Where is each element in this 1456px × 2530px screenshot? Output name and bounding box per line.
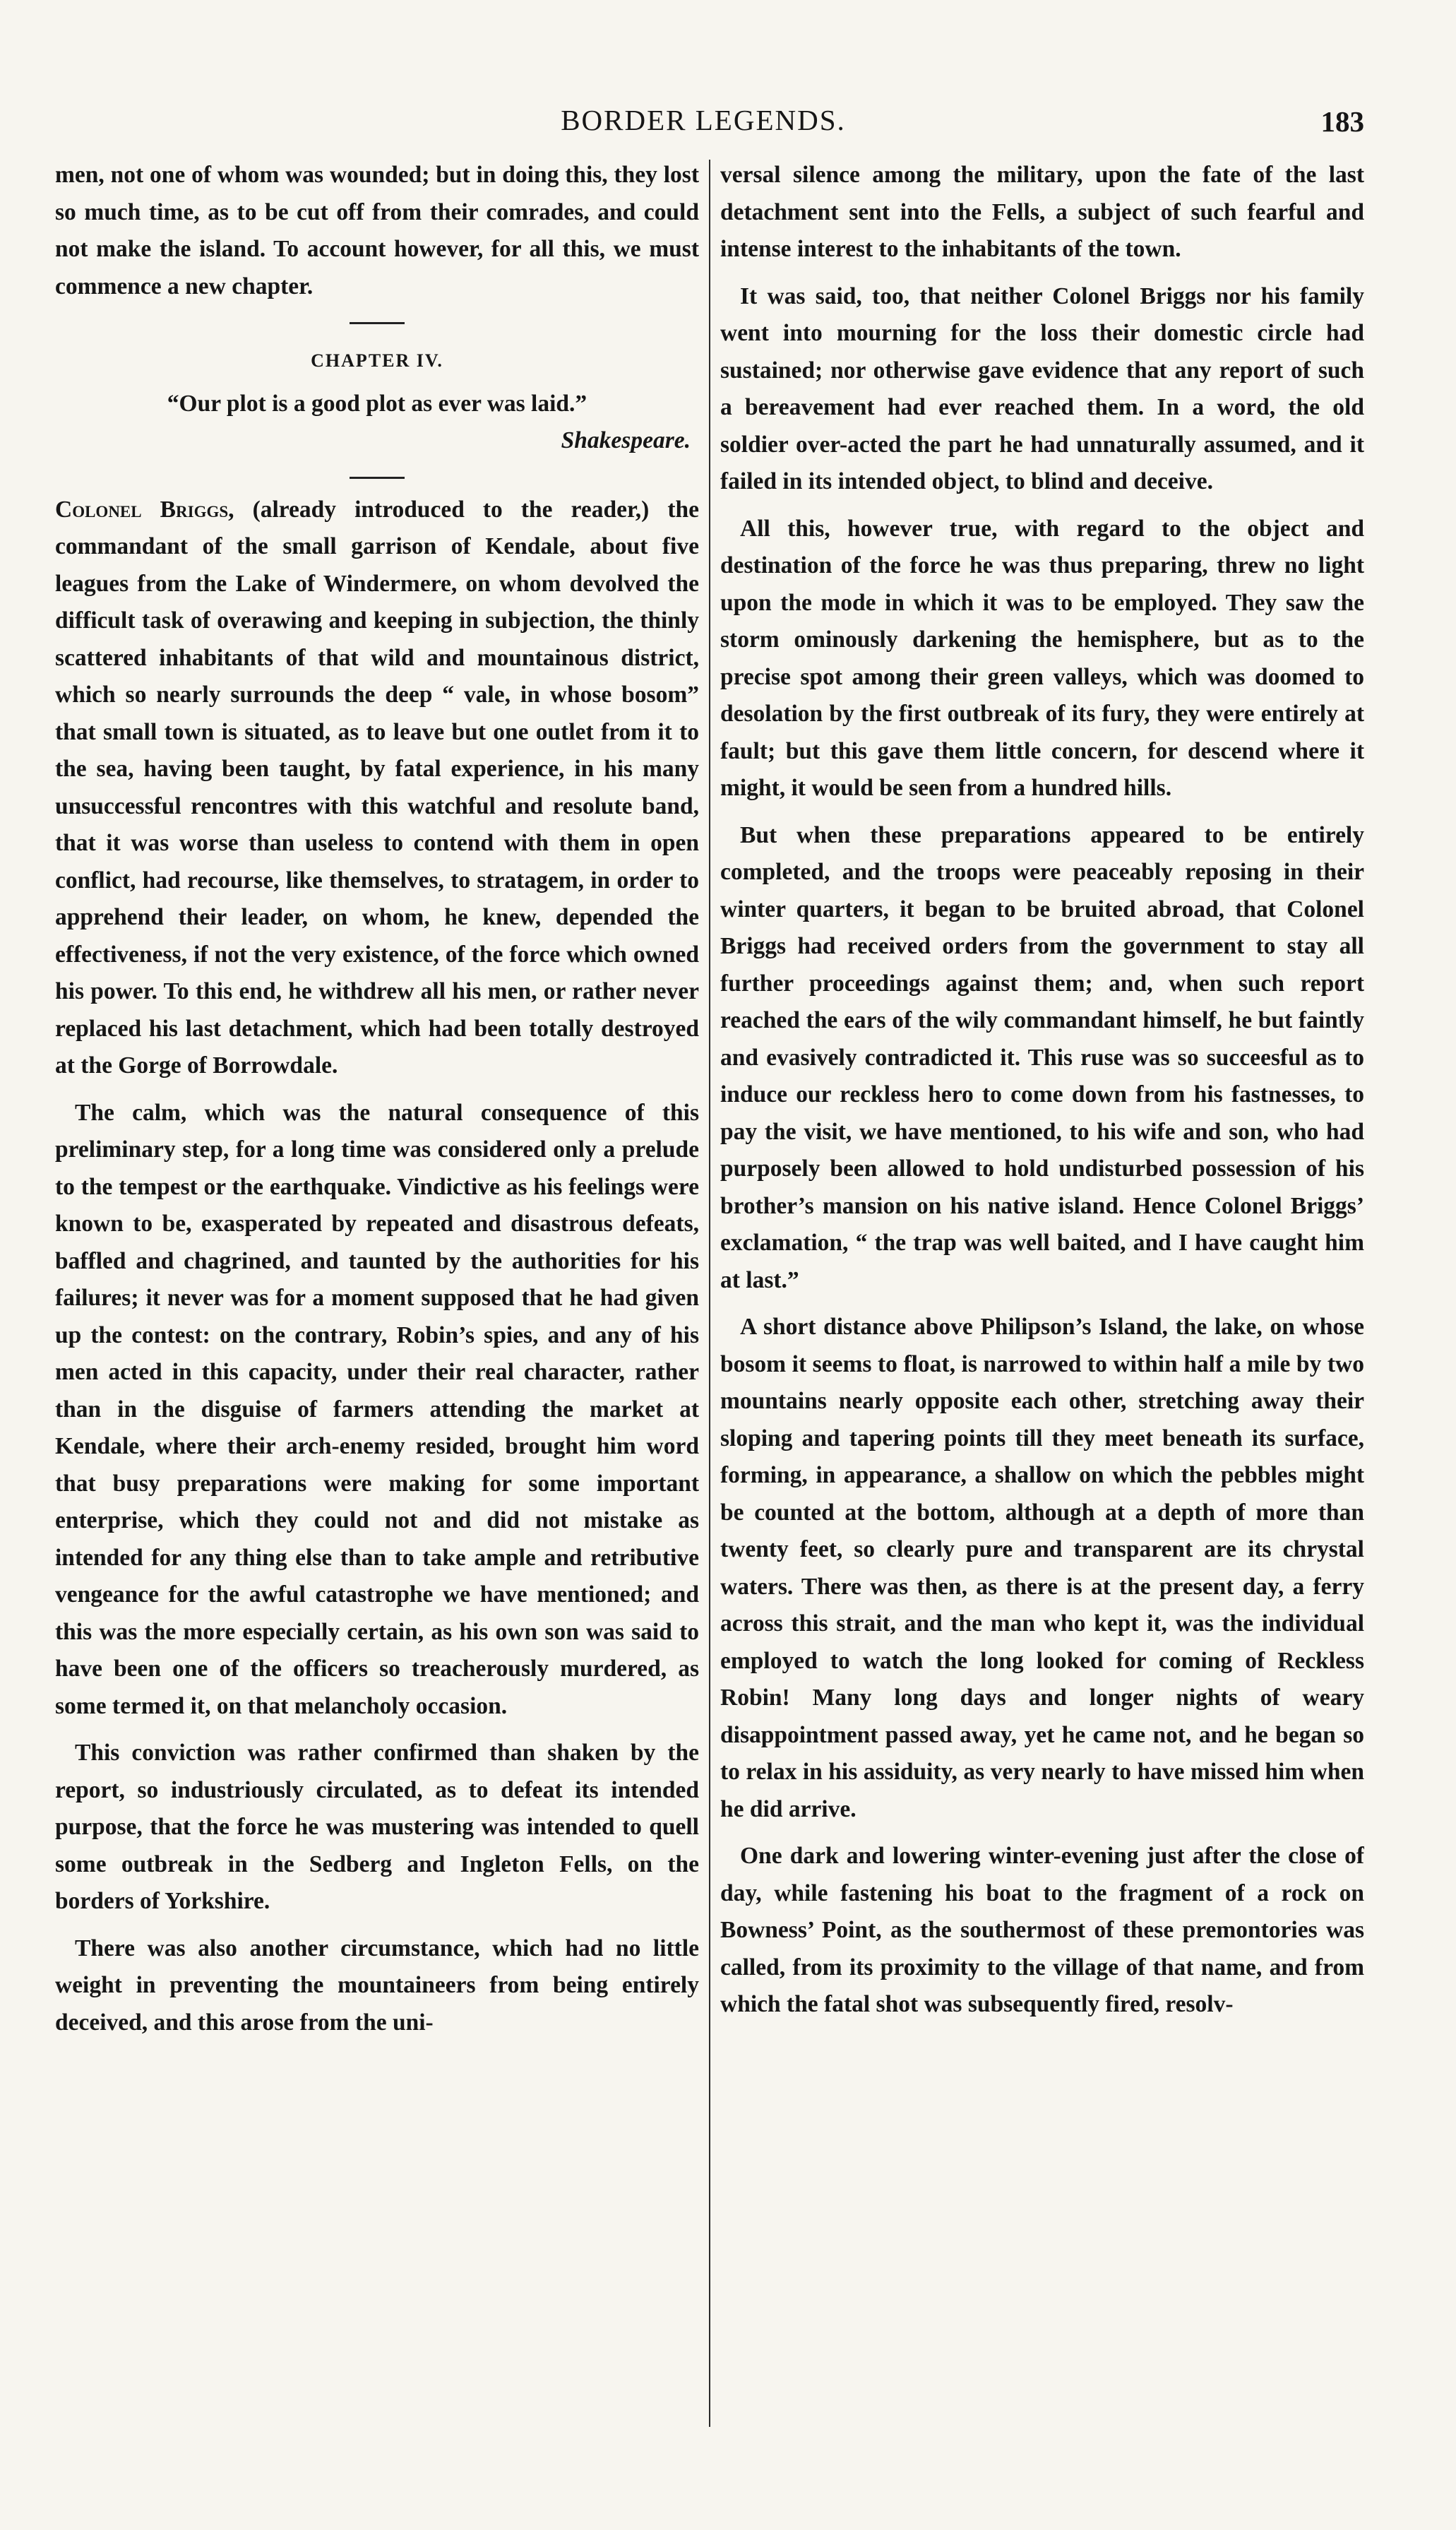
paragraph-lead: Colonel Briggs, [55, 496, 234, 523]
right-column [720, 157, 1364, 2445]
paragraph: A short distance above Philipson’s Island, the lake, on whose bosom it seems to float, is narrowed to within half a mile by two mountains nearly opposite each other, stretching away their sloping and tapering points till they meet beneath its surface, forming, in appearance, a shallow on which the pebbles might be counted at the bottom, although at a depth of more than twenty feet, so clearly pure and transparent are its chrystal waters. There was then, as there is at the present day, a ferry across this strait, and the man who kept it, was the individual employed to watch the long looked for coming of Reckless Robin! Many long days and longer nights of weary disappointment passed away, yet he came not, and he began so to relax in his assiduity, as very nearly to have missed him when he did arrive. [720, 1314, 1364, 1822]
left-column [55, 157, 699, 2445]
paragraph: But when these preparations appeared to be entirely completed, and the troops were peaceably reposing in their winter quarters, it began to be bruited abroad, that Colonel Briggs had received orders from the government to stay all further proceedings against them; and, when such report reached the ears of the wily commandant himself, he but faintly and evasively contradicted it. This ruse was so succeesful as to induce our reckless hero to come down from his fastnesses, to pay the visit, we have mentioned, to his wife and son, who had purposely been allowed to hold undisturbed possession of his brother’s mansion on his native island. Hence Colonel Briggs’ exclamation, “ the trap was well baited, and I have caught him at last.” [720, 821, 1364, 1293]
paragraph-body: (already introduced to the reader,) the commandant of the small garrison of Kendale, about five leagues from the Lake of Windermere, on whom devolved the difficult task of overawing and keeping in subjection, the thinly scattered inhabitants of that wild and mountainous district, which so nearly surrounds the deep “ vale, in whose bosom” that small town is situated, as to leave but one outlet from it to the sea, having been taught, by fatal experience, in his many unsuccessful rencontres with this watchful and resolute band, that it was worse than useless to contend with them in open conflict, had recourse, like themselves, to stratagem, in order to apprehend their leader, on whom, he knew, depended the effectiveness, if not the very existence, of the force which owned his power. To this end, he withdrew all his men, or rather never replaced his last detachment, which had been totally destroyed at the Gorge of Borrowdale. [55, 496, 699, 1079]
running-title: BORDER LEGENDS. [561, 104, 846, 136]
column-divider [709, 160, 710, 2427]
paragraph: There was also another circumstance, which had no little weight in preventing the mountaineers from being entirely deceived, and this arose from the uni- [55, 1935, 699, 2036]
paragraph: versal silence among the military, upon the fate of the last detachment sent into the Fells, a subject of such fearful and intense interest to the inhabitants of the town. [720, 162, 1364, 262]
paragraph: All this, however true, with regard to the object and destination of the force he was thus preparing, threw no light upon the mode in which it was to be employed. They saw the storm ominously darkening the hemisphere, but as to the precise spot among their green valleys, which was doomed to desolation by the first outbreak of its fury, they were entirely at fault; but this gave them little concern, for descend where it might, it would be seen from a hundred hills. [720, 515, 1364, 801]
paragraph [55, 492, 699, 1085]
paragraph: One dark and lowering winter-evening just after the close of day, while fastening his boat to the fragment of a rock on Bowness’ Point, as the southermost of these premontories was called, from its proximity to the village of that name, and from which the fatal shot was subsequently fired, resolv- [720, 1843, 1364, 2017]
epigraph-attribution: Shakespeare. [561, 427, 691, 453]
paragraph: men, not one of whom was wounded; but in doing this, they lost so much time, as to be cut off from their comrades, and could not make the island. To account however, for all this, we must commence a new chapter. [55, 162, 699, 299]
page-number: 183 [1320, 105, 1364, 138]
running-head [42, 100, 1364, 143]
chapter-heading: CHAPTER IV. [311, 350, 443, 371]
epigraph-quote: “Our plot is a good plot as ever was laid.” [167, 390, 587, 417]
paragraph: This conviction was rather confirmed than shaken by the report, so industriously circulated, as to defeat its intended purpose, that the force he was mustering was intended to quell some outbreak in the Sedberg and Ingleton Fells, on the borders of Yorkshire. [55, 1740, 699, 1914]
section-rule [350, 322, 405, 324]
paragraph: The calm, which was the natural consequence of this preliminary step, for a long time was considered only a prelude to the tempest or the earthquake. Vindictive as his feelings were known to be, exasperated by repeated and disastrous defeats, baffled and chagrined, and taunted by the authorities for his failures; it never was for a moment supposed that he had given up the contest: on the contrary, Robin’s spies, and any of his men acted in this capacity, under their real character, rather than in the disguise of farmers attending the market at Kendale, where their arch-enemy resided, brought him word that busy preparations were making for some important enterprise, which they could not and did not mistake as intended for any thing else than to take ample and retributive vengeance for the awful catastrophe we have mentioned; and this was the more especially certain, as his own son was said to have been one of the officers so treacherously murdered, as some termed it, on that melancholy occasion. [55, 1099, 699, 1719]
section-rule [350, 477, 405, 479]
paragraph: It was said, too, that neither Colonel Briggs nor his family went into mourning for the loss their domestic circle had sustained; nor otherwise gave evidence that any report of such a bereavement had ever reached them. In a word, the old soldier over-acted the part he had unnaturally assumed, and it failed in its intended object, to blind and deceive. [720, 283, 1364, 494]
